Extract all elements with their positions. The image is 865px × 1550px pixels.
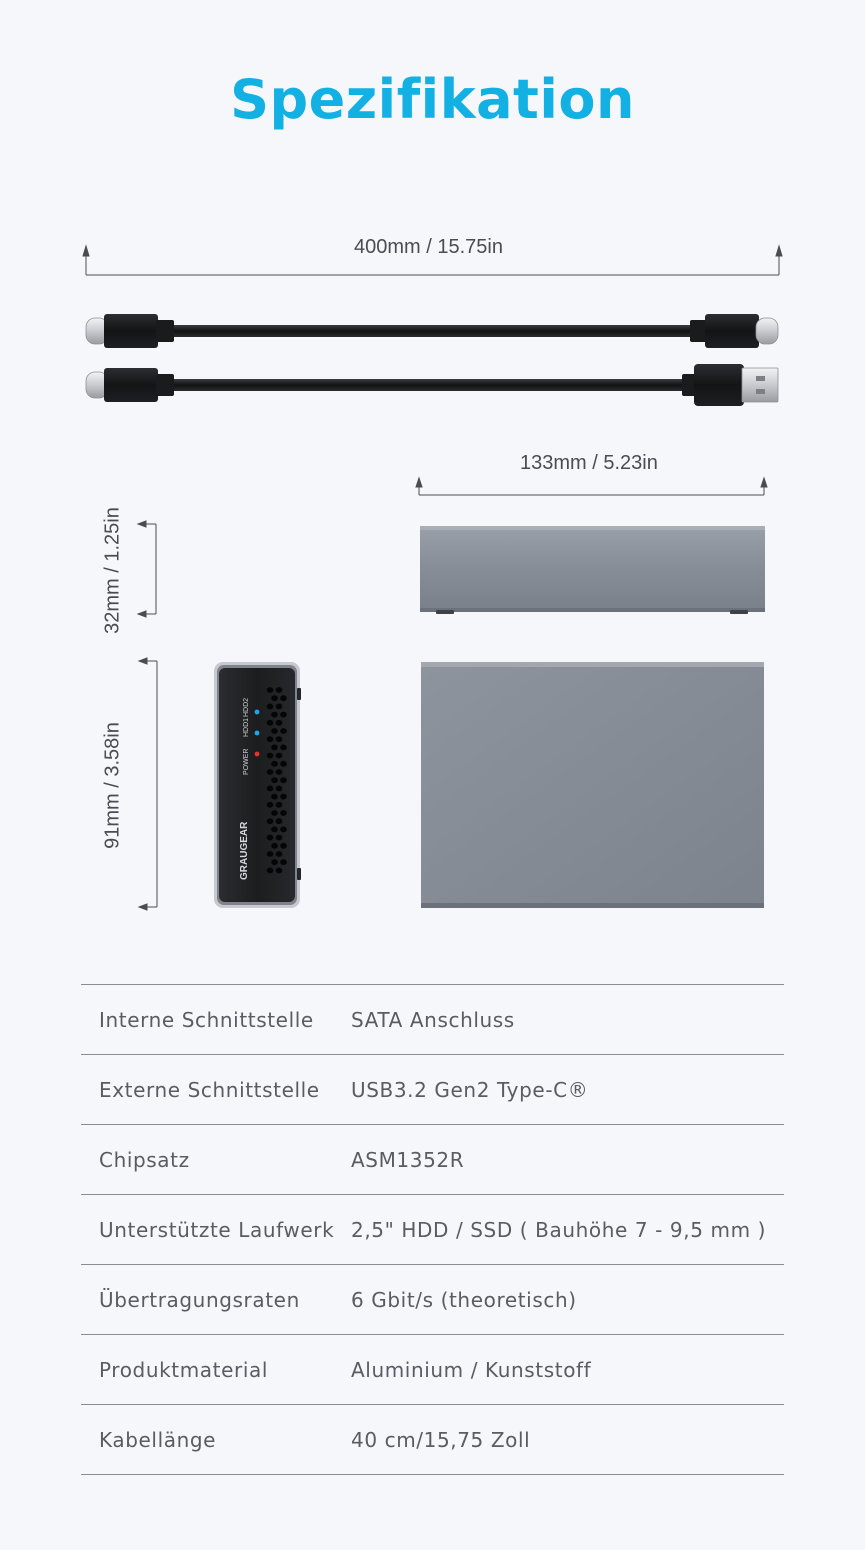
device-width-dimension-line [139,658,157,910]
spec-row [81,1055,784,1125]
vent-hole [280,843,287,849]
vent-hole [276,868,283,874]
vent-hole [271,728,278,734]
spec-label: Externe Schnittstelle [99,1077,320,1102]
spec-row [81,1405,784,1475]
led-power [255,752,260,757]
led-label-hdd1: HDD1 [243,717,250,737]
vent-hole [276,851,283,857]
vent-hole [271,777,278,783]
device-length-label: 133mm / 5.23in [520,452,658,474]
vent-hole [267,868,274,874]
device-height-dimension-line [138,521,156,617]
vent-hole [276,687,283,693]
vent-hole [271,745,278,751]
spec-value: ASM1352R [351,1147,465,1172]
spec-table [81,984,784,1475]
cable-length-label: 400mm / 15.75in [354,236,503,258]
spec-value: 40 cm/15,75 Zoll [351,1427,531,1452]
vent-hole [280,712,287,718]
vent-hole [271,794,278,800]
vent-hole [276,769,283,775]
spec-value: USB3.2 Gen2 Type-C® [351,1077,589,1102]
spec-value: SATA Anschluss [351,1007,515,1032]
device-height-label: 32mm / 1.25in [101,507,124,634]
vent-hole [271,859,278,865]
enclosure-front-view [214,662,301,908]
vent-hole [271,827,278,833]
spec-row [81,1265,784,1335]
vent-hole [267,704,274,710]
vent-hole [267,786,274,792]
vent-hole [267,687,274,693]
vent-hole [271,810,278,816]
device-length-dimension-line [416,478,767,495]
vent-hole [267,769,274,775]
vent-hole [267,753,274,759]
vent-hole [267,818,274,824]
led-label-power: POWER [243,748,250,775]
spec-row [81,1125,784,1195]
vent-hole [276,835,283,841]
vent-hole [280,695,287,701]
vent-hole [276,818,283,824]
spec-value: Aluminium / Kunststoff [351,1357,592,1382]
cable-dimension-line [83,246,782,275]
vent-hole [271,761,278,767]
spec-row [81,985,784,1055]
device-width-label: 91mm / 3.58in [101,722,124,849]
vent-hole [271,843,278,849]
vent-hole [276,736,283,742]
vent-hole [267,802,274,808]
vent-hole [280,761,287,767]
spec-label: Chipsatz [99,1147,190,1172]
vent-hole [280,827,287,833]
vent-hole [276,720,283,726]
spec-label: Unterstützte Laufwerk [99,1217,335,1242]
vent-hole [267,851,274,857]
spec-label: Übertragungsraten [99,1287,300,1312]
spec-label: Produktmaterial [99,1357,268,1382]
vent-hole [267,835,274,841]
usb-c-to-usb-c-cable [86,314,778,348]
enclosure-top-view [421,662,764,908]
vent-hole [271,695,278,701]
spec-value: 6 Gbit/s (theoretisch) [351,1287,577,1312]
vent-hole [271,712,278,718]
spec-label: Kabellänge [99,1427,217,1452]
page-title: Spezifikation [230,68,635,131]
usb-c-to-usb-a-cable [86,364,778,406]
spec-label: Interne Schnittstelle [99,1007,314,1032]
vent-hole [276,704,283,710]
vent-hole [267,720,274,726]
vent-hole [276,753,283,759]
vent-hole [267,736,274,742]
vent-hole [280,777,287,783]
spec-row [81,1335,784,1405]
vent-hole [276,786,283,792]
vent-hole [280,794,287,800]
led-hdd2 [255,710,260,715]
spec-value: 2,5" HDD / SSD ( Bauhöhe 7 - 9,5 mm ) [351,1217,767,1242]
vent-hole [280,859,287,865]
vent-hole [276,802,283,808]
enclosure-side-view [420,526,765,614]
led-label-hdd2: HDD2 [243,697,250,717]
vent-hole [280,728,287,734]
brand-logo-text: GRAUGEAR [239,821,250,880]
vent-hole [280,810,287,816]
led-hdd1 [255,731,260,736]
spec-row [81,1195,784,1265]
vent-hole [280,745,287,751]
